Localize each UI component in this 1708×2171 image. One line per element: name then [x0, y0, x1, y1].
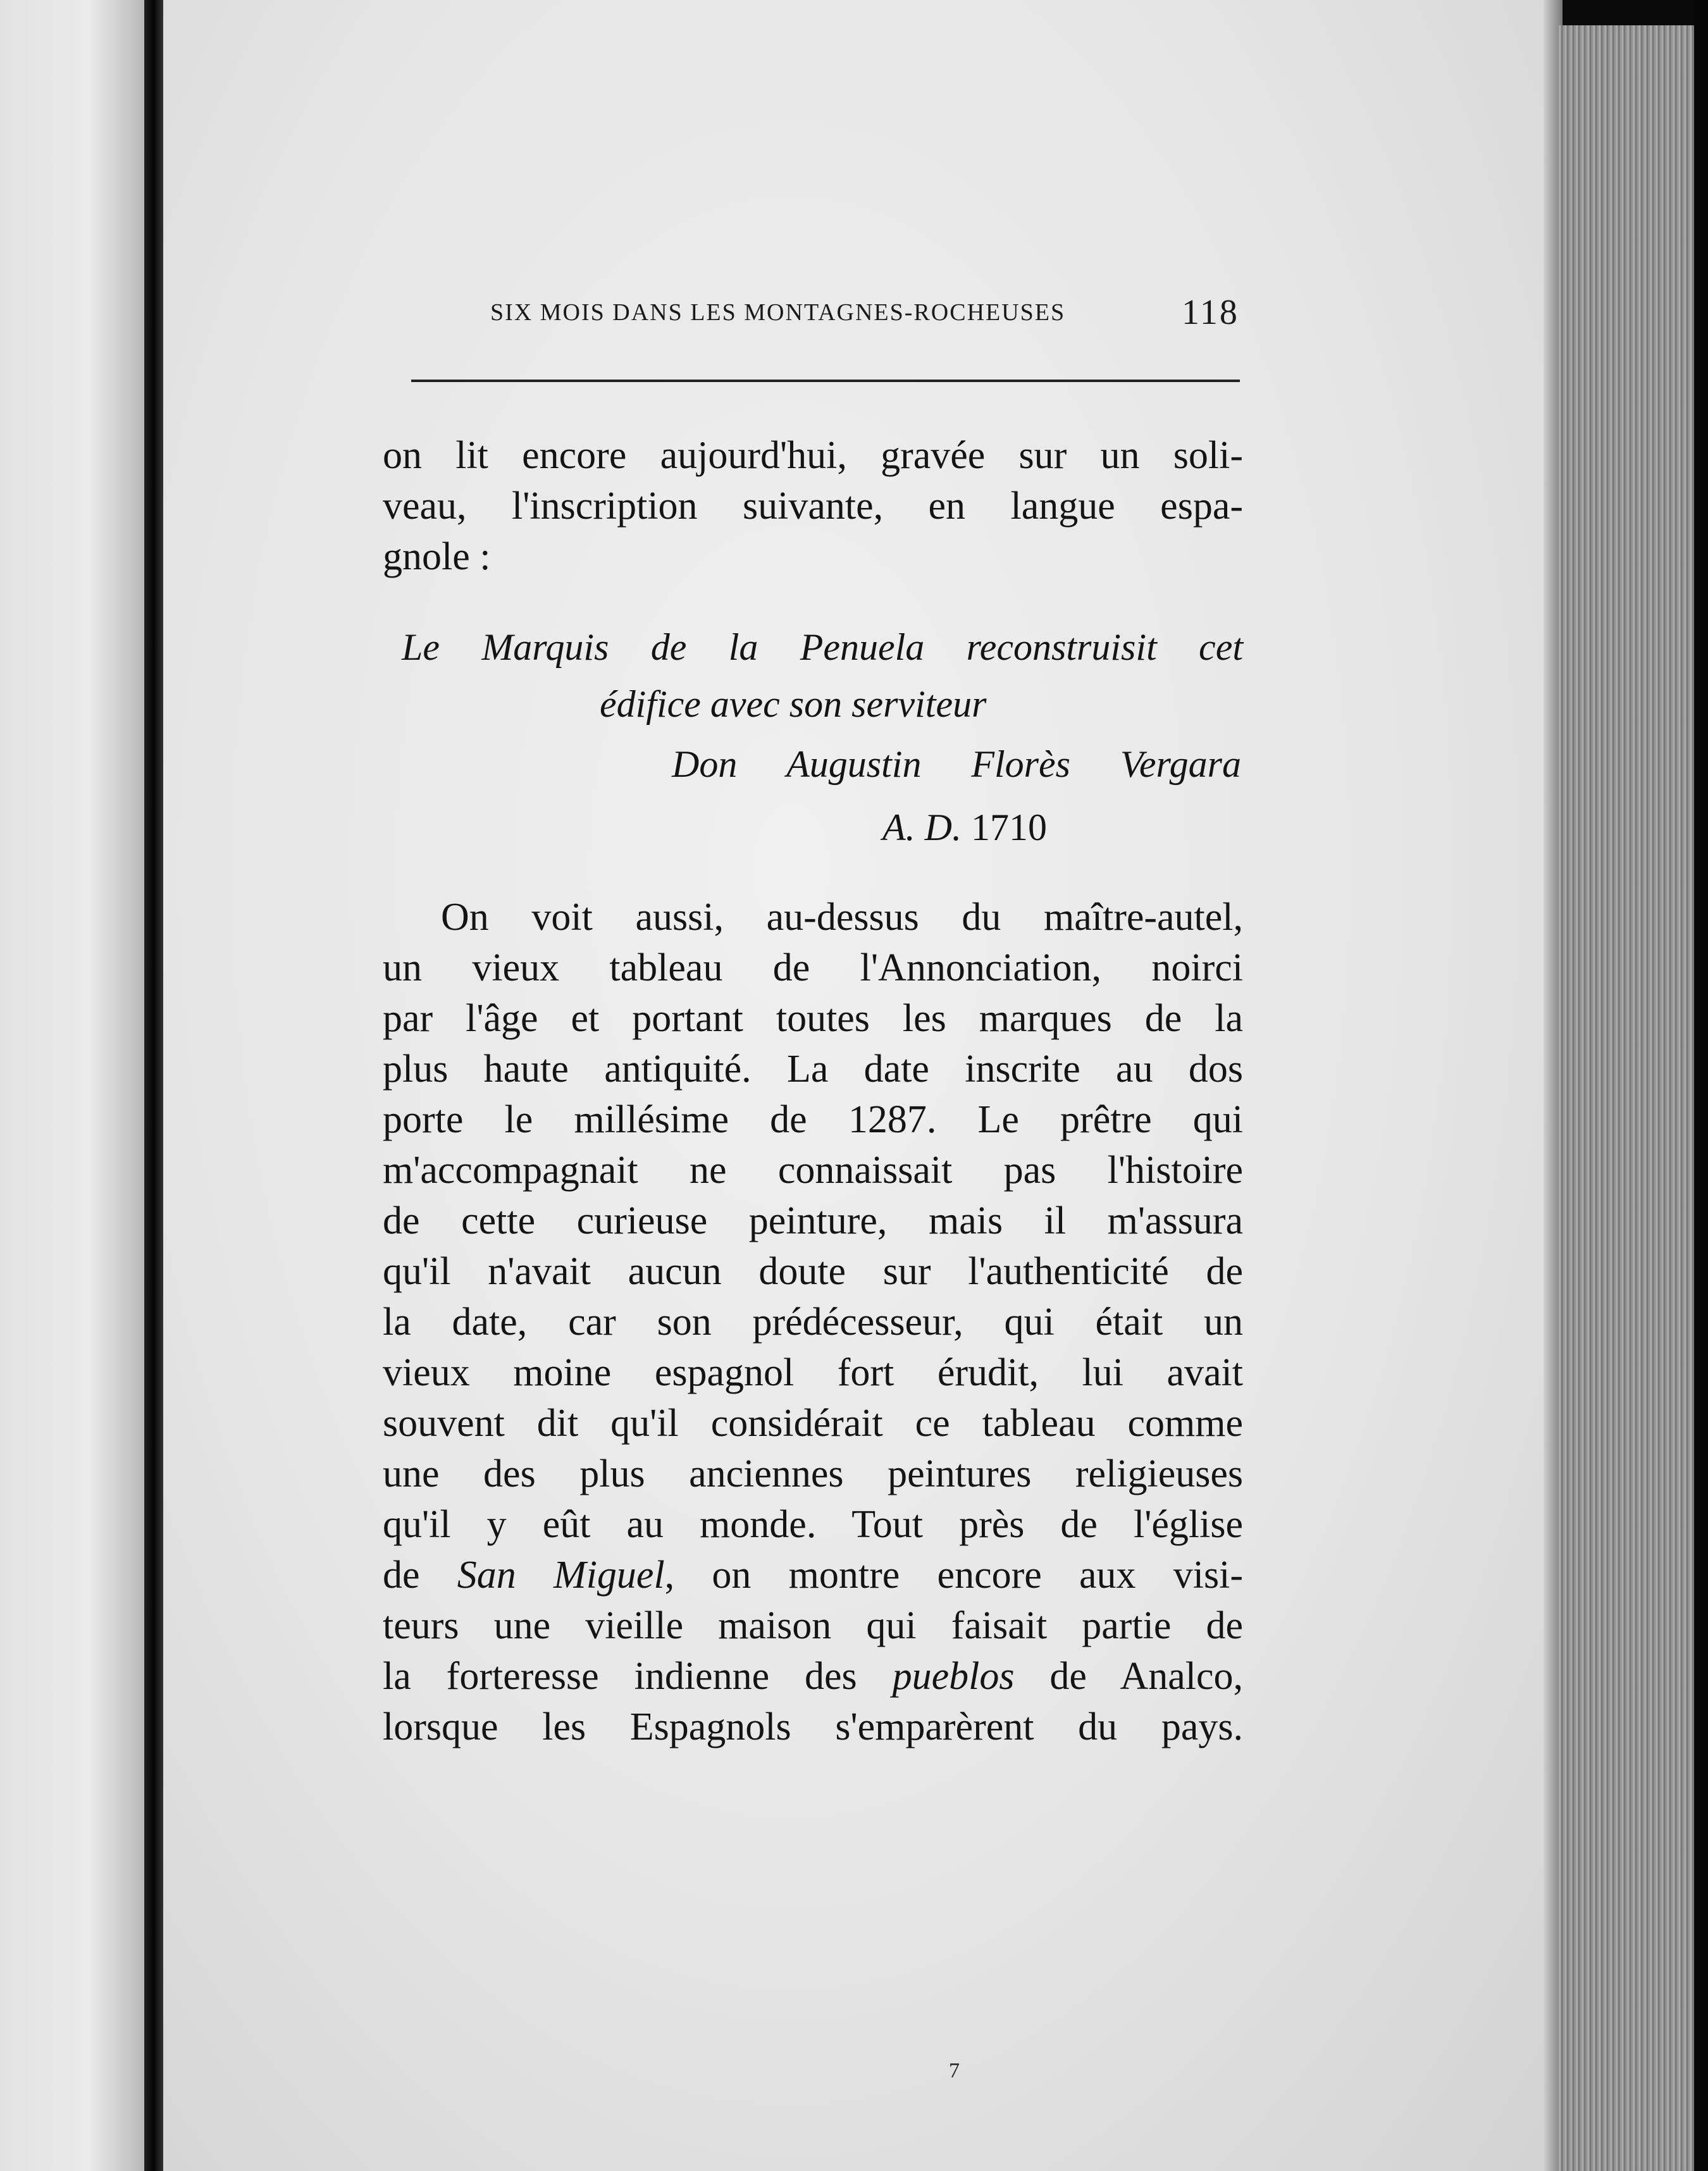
text-line: la date, car son prédécesseur, qui était un	[383, 1301, 1243, 1344]
inscription-line-4	[882, 803, 1047, 851]
right-dark-margin	[1694, 0, 1708, 2171]
text-line: m'accompagnait ne connaissait pas l'histoire	[383, 1149, 1243, 1192]
text-line	[383, 1550, 1243, 1600]
text-fragment: , on montre encore aux visi-	[664, 1554, 1244, 1597]
header-rule	[411, 380, 1240, 382]
previous-page-edge	[0, 0, 149, 2171]
text-line	[383, 1651, 1243, 1702]
inscription-era: A. D.	[882, 807, 962, 848]
text-line: souvent dit qu'il considérait ce tableau comme	[383, 1402, 1243, 1445]
text-fragment: de Analco,	[1049, 1655, 1243, 1698]
text-line: veau, l'inscription suivante, en langue espa-	[383, 485, 1243, 528]
text-line: une des plus anciennes peintures religieuses	[383, 1452, 1243, 1495]
inscription-year: 1710	[970, 807, 1047, 848]
inscription-line-1: Le Marquis de la Penuela reconstruisit cet	[402, 626, 1243, 668]
text-line: teurs une vieille maison qui faisait partie de	[383, 1604, 1243, 1647]
text-line: porte le millésime de 1287. Le prêtre qui	[383, 1098, 1243, 1141]
running-title: SIX MOIS DANS LES MONTAGNES-ROCHEUSES	[490, 299, 1066, 326]
book-gutter	[144, 0, 163, 2171]
text-line: qu'il y eût au monde. Tout près de l'église	[383, 1503, 1243, 1546]
text-line: qu'il n'avait aucun doute sur l'authenticité de	[383, 1250, 1243, 1293]
text-fragment: la forteresse indienne des	[383, 1655, 857, 1698]
printer-signature-mark: 7	[949, 2059, 960, 2082]
text-line: un vieux tableau de l'Annonciation, noirci	[383, 946, 1243, 989]
text-line: gnole :	[383, 535, 491, 578]
inscription-line-3: Don Augustin Florès Vergara	[672, 743, 1241, 785]
text-line: vieux moine espagnol fort érudit, lui avait	[383, 1351, 1243, 1394]
text-line: par l'âge et portant toutes les marques de la	[383, 997, 1243, 1040]
inscription-line-2: édifice avec son serviteur	[600, 683, 987, 725]
text-line: plus haute antiquité. La date inscrite au dos	[383, 1048, 1243, 1091]
text-line: on lit encore aujourd'hui, gravée sur un soli-	[383, 434, 1243, 477]
page-number: 118	[1182, 293, 1239, 332]
text-line: On voit aussi, au-dessus du maître-autel,	[441, 896, 1243, 939]
text-fragment: de	[383, 1554, 420, 1597]
book-fore-edge	[1558, 25, 1694, 2171]
italic-term: pueblos	[892, 1655, 1015, 1698]
italic-place-name: San Miguel	[457, 1554, 665, 1597]
text-line: de cette curieuse peinture, mais il m'assura	[383, 1199, 1243, 1242]
text-line: lorsque les Espagnols s'emparèrent du pays.	[383, 1705, 1243, 1748]
